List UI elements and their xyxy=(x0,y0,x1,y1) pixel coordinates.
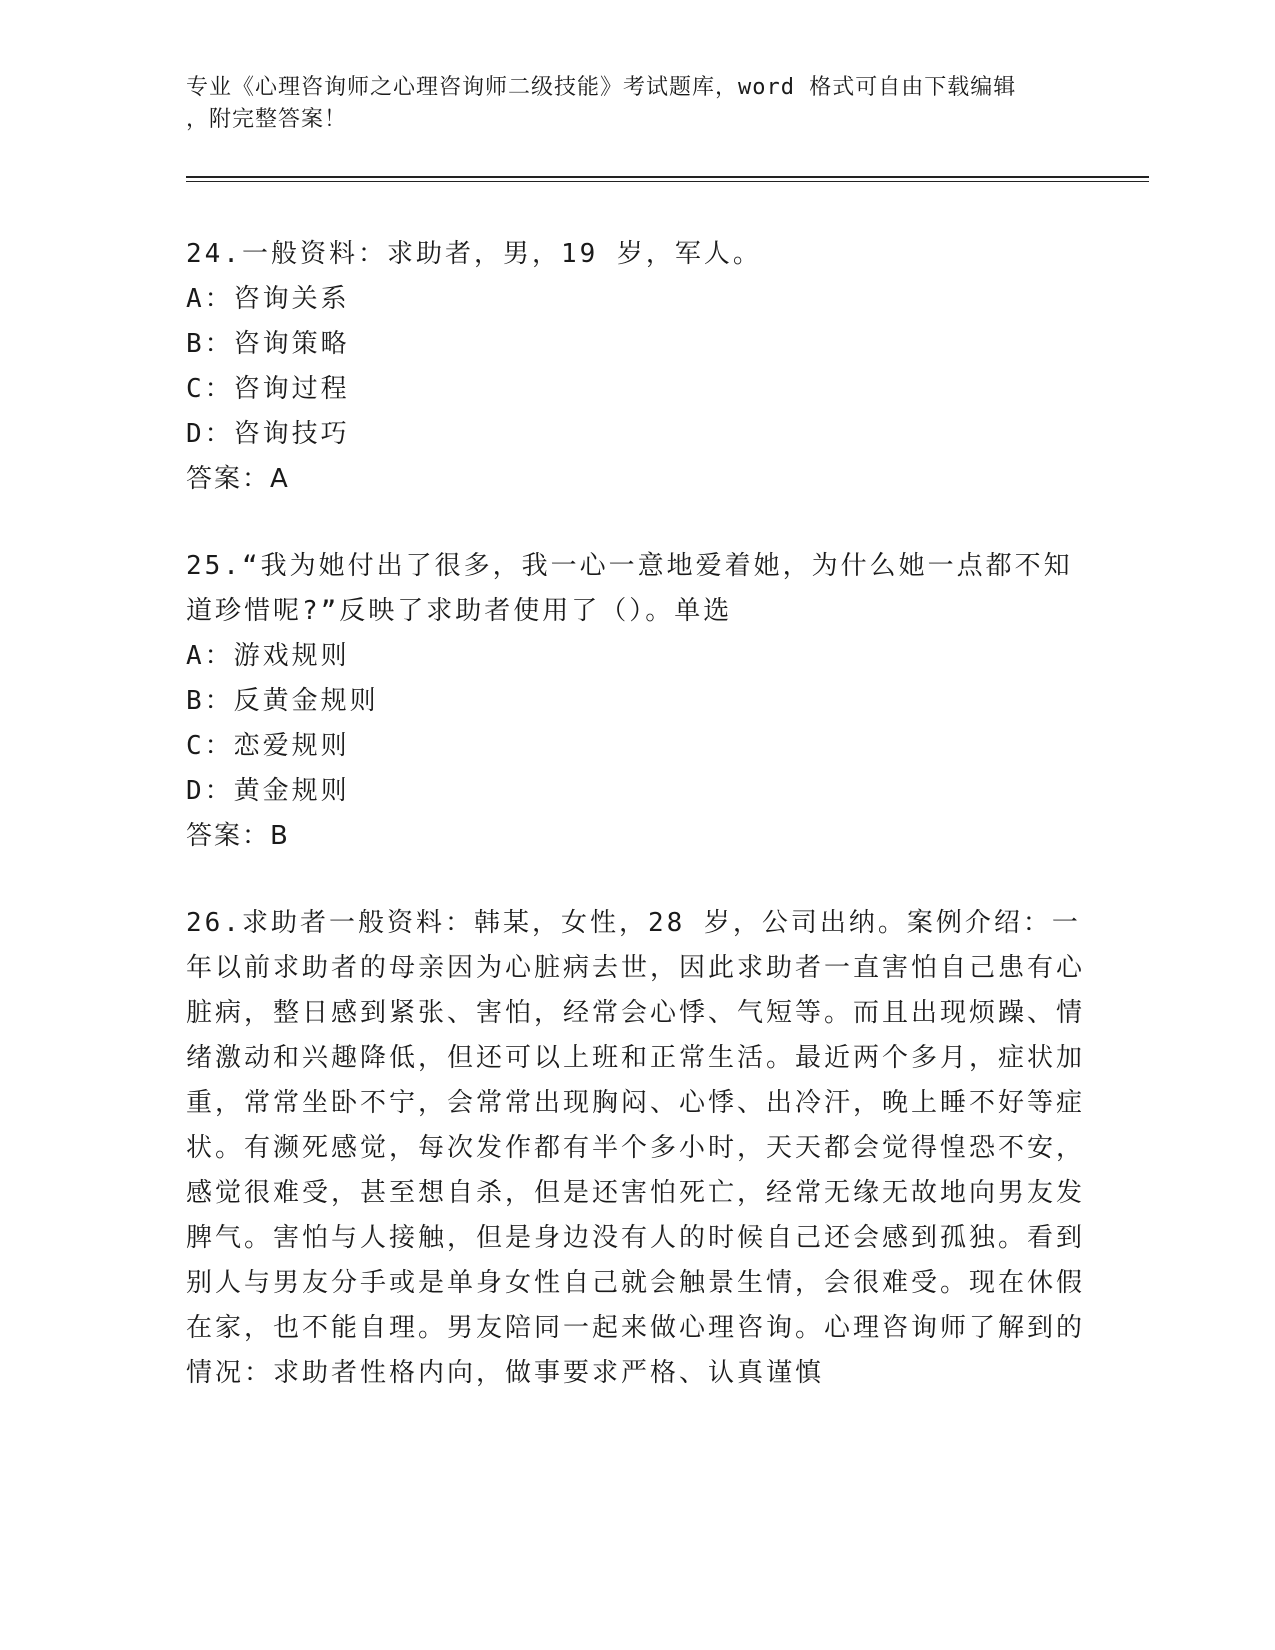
option-d: D：咨询技巧 xyxy=(186,419,350,449)
option-c: C：恋爱规则 xyxy=(186,731,350,761)
option-b: B：反黄金规则 xyxy=(186,686,379,716)
question-24 xyxy=(186,232,1086,502)
question-25 xyxy=(186,544,1086,859)
header-line-1: 专业《心理咨询师之心理咨询师二级技能》考试题库，word 格式可自由下载编辑 xyxy=(186,75,1017,100)
question-text: 26.求助者一般资料：韩某，女性，28 岁，公司出纳。案例介绍：一年以前求助者的母亲因为心脏病去世，因此求助者一直害怕自己患有心脏病，整日感到紧张、害怕，经常会心悸、气短等。而且出现烦躁、情绪激动和兴趣降低，但还可以上班和正常生活。最近两个多月，症状加重，常常坐卧不宁，会常常出现胸闷、心悸、出冷汗，晚上睡不好等症状。有濒死感觉，每次发作都有半个多小时，天天都会觉得惶恐不安，感觉很难受，甚至想自杀，但是还害怕死亡，经常无缘无故地向男友发脾气。害怕与人接触，但是身边没有人的时候自己还会感到孤独。看到别人与男友分手或是单身女性自己就会触景生情，会很难受。现在休假在家，也不能自理。男友陪同一起来做心理咨询。心理咨询师了解到的情况：求助者性格内向，做事要求严格、认真谨慎 xyxy=(186,908,1086,1388)
question-text: 25.“我为她付出了很多，我一心一意地爱着她，为什么她一点都不知道珍惜呢?”反映了求助者使用了（）。单选 xyxy=(186,551,1073,626)
document-header xyxy=(186,72,1066,136)
answer: 答案：A xyxy=(186,464,290,494)
option-a: A：咨询关系 xyxy=(186,284,350,314)
option-c: C：咨询过程 xyxy=(186,374,350,404)
header-divider-thick xyxy=(186,176,1149,178)
question-list xyxy=(186,232,1086,1396)
option-d: D：黄金规则 xyxy=(186,776,350,806)
header-line-2: ，附完整答案！ xyxy=(186,107,348,132)
answer: 答案：B xyxy=(186,821,290,851)
question-26 xyxy=(186,901,1086,1396)
option-b: B：咨询策略 xyxy=(186,329,350,359)
header-divider-thin xyxy=(186,181,1149,182)
question-text: 24.一般资料：求助者，男，19 岁，军人。 xyxy=(186,239,762,269)
option-a: A：游戏规则 xyxy=(186,641,350,671)
